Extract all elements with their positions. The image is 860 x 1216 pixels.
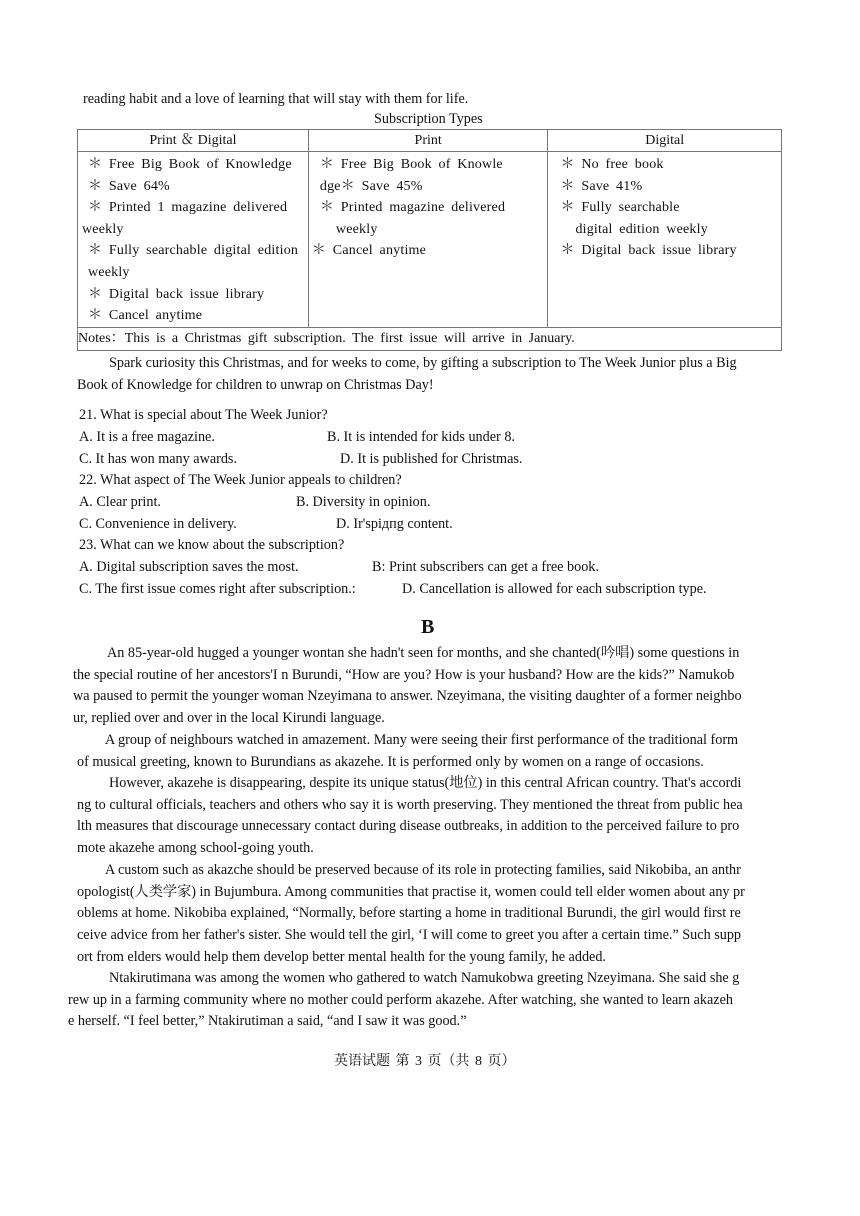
list-item: ＊ Free Big Book of Knowle <box>319 157 503 172</box>
list-item: weekly <box>82 221 124 237</box>
list-item: digital edition weekly <box>575 221 708 237</box>
list-item: ＊ Fully searchable <box>560 200 680 216</box>
header-print: Print <box>308 130 548 152</box>
list-item: weekly <box>335 221 378 237</box>
question-23-option-b: B: Print subscribers can get a free book. <box>372 559 599 575</box>
list-item: ＊ Save 64% <box>88 178 170 194</box>
page-footer: 英语试题 第 3 页（共 8 页） <box>334 1054 516 1069</box>
passage-paragraph-5: Ntakirutimana was among the women who gathered to watch Namukobwa greeting Nzeyimana. She said she g rew up in a farming community where no mother could perform akazehe. After watching, she wanted to learn akazeh e herself. “I feel better,” Ntakirutiman a said, “and I saw it was good.” <box>68 970 740 1030</box>
question-22-option-b: B. Diversity in opinion. <box>296 494 431 510</box>
list-item: ＊ Save 41% <box>560 178 643 194</box>
question-23-stem: 23. What can we know about the subscription? <box>79 537 345 553</box>
print-digital-cell <box>78 152 309 328</box>
list-item: ＊ Free Big Book of Knowledge <box>88 157 292 172</box>
section-b-heading: B <box>421 616 435 638</box>
table-body-row <box>78 152 782 328</box>
list-item: dge＊ Save 45% <box>319 178 423 194</box>
question-22-option-c: C. Convenience in delivery. <box>79 516 237 532</box>
list-item: ＊ Printed magazine delivered <box>319 200 506 216</box>
table-notes-row <box>78 328 782 351</box>
intro-tail: reading habit and a love of learning that will stay with them for life. <box>83 91 469 107</box>
closing-paragraph: Spark curiosity this Christmas, and for weeks to come, by gifting a subscription to The Week Junior plus a Big Book of Knowledge for children to unwrap on Christmas Day! <box>77 355 737 393</box>
list-item: ＊ Cancel anytime <box>88 308 203 324</box>
question-23-option-c: C. The first issue comes right after subscription.: <box>79 581 356 597</box>
question-23-option-a: A. Digital subscription saves the most. <box>79 559 299 575</box>
list-item: ＊ Digital back issue library <box>560 243 737 259</box>
table-notes: Notes：This is a Christmas gift subscription. The first issue will arrive in January. <box>78 328 782 351</box>
list-item: ＊ Cancel anytime <box>311 243 427 259</box>
question-21-option-a: A. It is a free magazine. <box>79 429 215 445</box>
question-21-option-d: D. It is published for Christmas. <box>340 451 523 467</box>
question-22-option-a: A. Clear print. <box>79 494 161 510</box>
header-print-digital: Print ＆ Digital <box>78 130 309 152</box>
question-21-option-b: B. It is intended for kids under 8. <box>327 429 515 445</box>
list-item: ＊ No free book <box>560 157 664 172</box>
list-item: weekly <box>88 264 130 280</box>
passage-paragraph-4: A custom such as akazche should be preserved because of its role in protecting families, said Nikobiba, an anthr opologist(人类学家) in Bujumbura. Among communities that practise it, women could tell elder women about any pr oblems at home. Nikobiba explained, “Normally, before starting a home in traditional Burundi, the girl would first re ceive advice from her father's sister. She would tell the girl, ‘I will come to greet you after a certain time.” Such supp ort from elders would help them develop better mental health for the young family, he added. <box>77 862 745 965</box>
question-21-option-c: C. It has won many awards. <box>79 451 238 467</box>
passage-paragraph-2: A group of neighbours watched in amazement. Many were seeing their first performance of the traditional form of musical greeting, known to Burundians as akazehe. It is performed only by women on a range of occasions. <box>77 732 739 770</box>
table-header-row <box>78 130 782 152</box>
header-digital: Digital <box>548 130 782 152</box>
question-22-option-d: D. Ir'spiдпg content. <box>336 516 453 532</box>
question-21-stem: 21. What is special about The Week Junior? <box>79 407 328 423</box>
question-23-option-d: D. Cancellation is allowed for each subscription type. <box>402 581 707 597</box>
passage-paragraph-1: An 85-year-old hugged a younger wontan she hadn't seen for months, and she chanted(吟唱) some questions in the special routine of her ancestors'I n Burundi, “How are you? How is your husband? How are the kids?” Namukob wa paused to permit the younger woman Nzeyimana to answer. Nzeyimana, the visiting daughter of a former neighbo ur, replied over and over in the local Kirundi language. <box>73 645 742 727</box>
list-item: ＊ Fully searchable digital edition <box>88 243 299 259</box>
print-cell <box>308 152 548 328</box>
digital-cell <box>548 152 782 328</box>
list-item: ＊ Digital back issue library <box>88 286 265 302</box>
list-item: ＊ Printed 1 magazine delivered <box>88 200 288 216</box>
question-22-stem: 22. What aspect of The Week Junior appeals to children? <box>79 472 402 488</box>
table-caption: Subscription Types <box>374 111 483 127</box>
passage-paragraph-3: However, akazehe is disappearing, despite its unique status(地位) in this central African country. That's accordi ng to cultural officials, teachers and others who say it is worth preserving. They mentioned the threat from public hea lth measures that discourage unnecessary contact during disease outbreaks, in addition to the perceived failure to pro mote akazehe among school-going youth. <box>77 775 743 857</box>
subscription-table <box>77 129 782 351</box>
